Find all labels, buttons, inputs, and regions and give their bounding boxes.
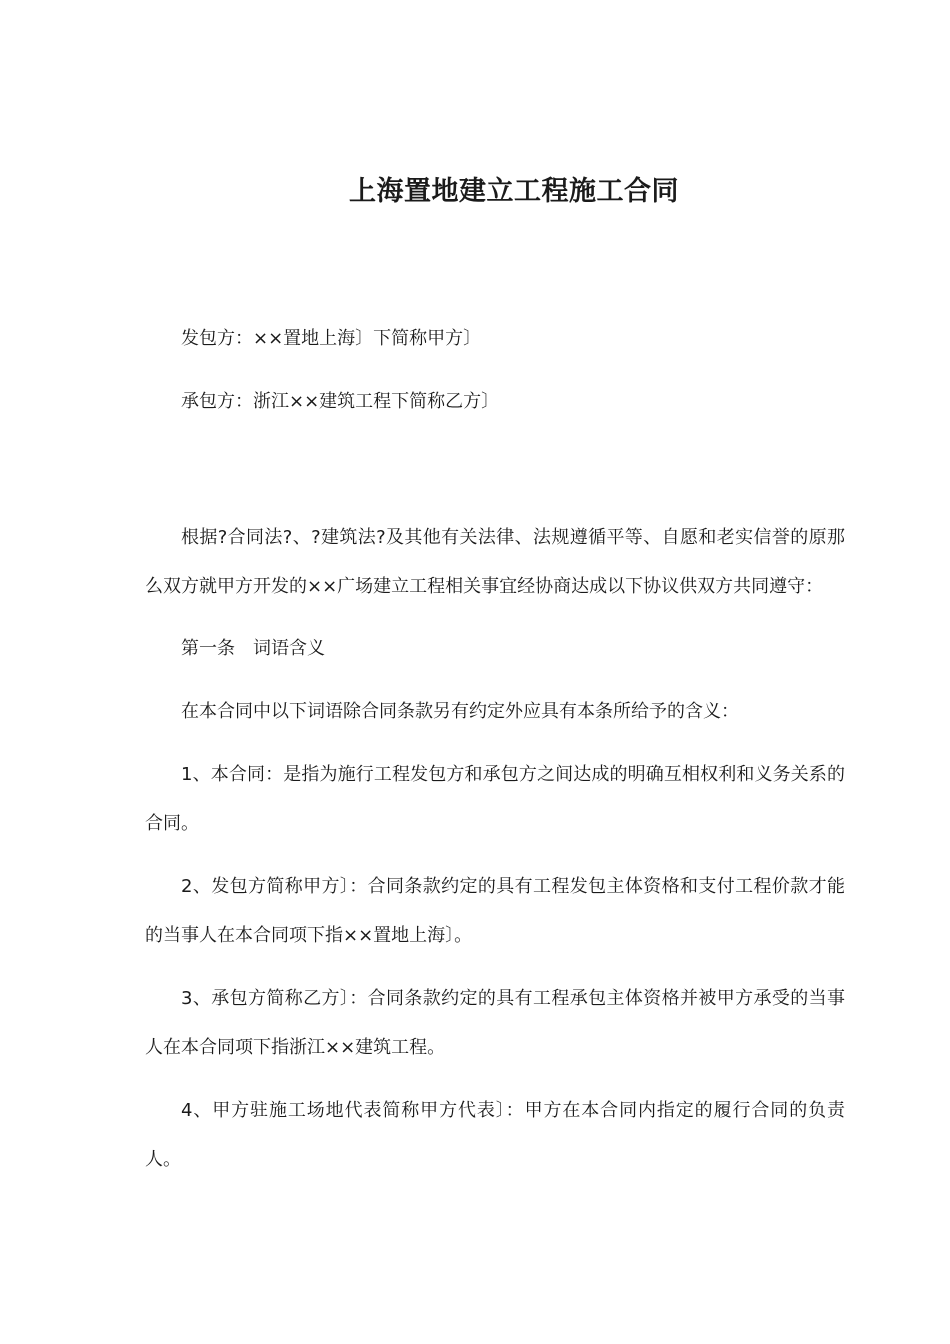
definition-item-1: 1、本合同：是指为施行工程发包方和承包方之间达成的明确互相权利和义务关系的合同。	[145, 764, 845, 834]
definition-item-4: 4、甲方驻施工场地代表简称甲方代表〕：甲方在本合同内指定的履行合同的负责人。	[145, 1100, 845, 1170]
employer-party-line: 发包方：××置地上海〕下简称甲方〕	[181, 328, 482, 349]
intro-paragraph: 根据?合同法?、?建筑法?及其他有关法律、法规遵循平等、自愿和老实信誉的原那么双方就甲方开发的××广场建立工程相关事宜经协商达成以下协议供双方共同遵守：	[145, 527, 845, 597]
definition-item-3: 3、承包方简称乙方〕：合同条款约定的具有工程承包主体资格并被甲方承受的当事人在本合同项下指浙江××建筑工程。	[145, 988, 845, 1058]
contractor-party-line: 承包方：浙江××建筑工程下简称乙方〕	[181, 391, 500, 412]
article-1-lead: 在本合同中以下词语除合同条款另有约定外应具有本条所给予的含义：	[181, 701, 739, 722]
page-title: 上海置地建立工程施工合同	[349, 176, 679, 207]
document-body	[145, 317, 845, 1184]
article-1-heading: 第一条 词语含义	[181, 638, 325, 659]
definition-item-2: 2、发包方简称甲方〕：合同条款约定的具有工程发包主体资格和支付工程价款才能的当事人在本合同项下指××置地上海〕。	[145, 876, 845, 946]
